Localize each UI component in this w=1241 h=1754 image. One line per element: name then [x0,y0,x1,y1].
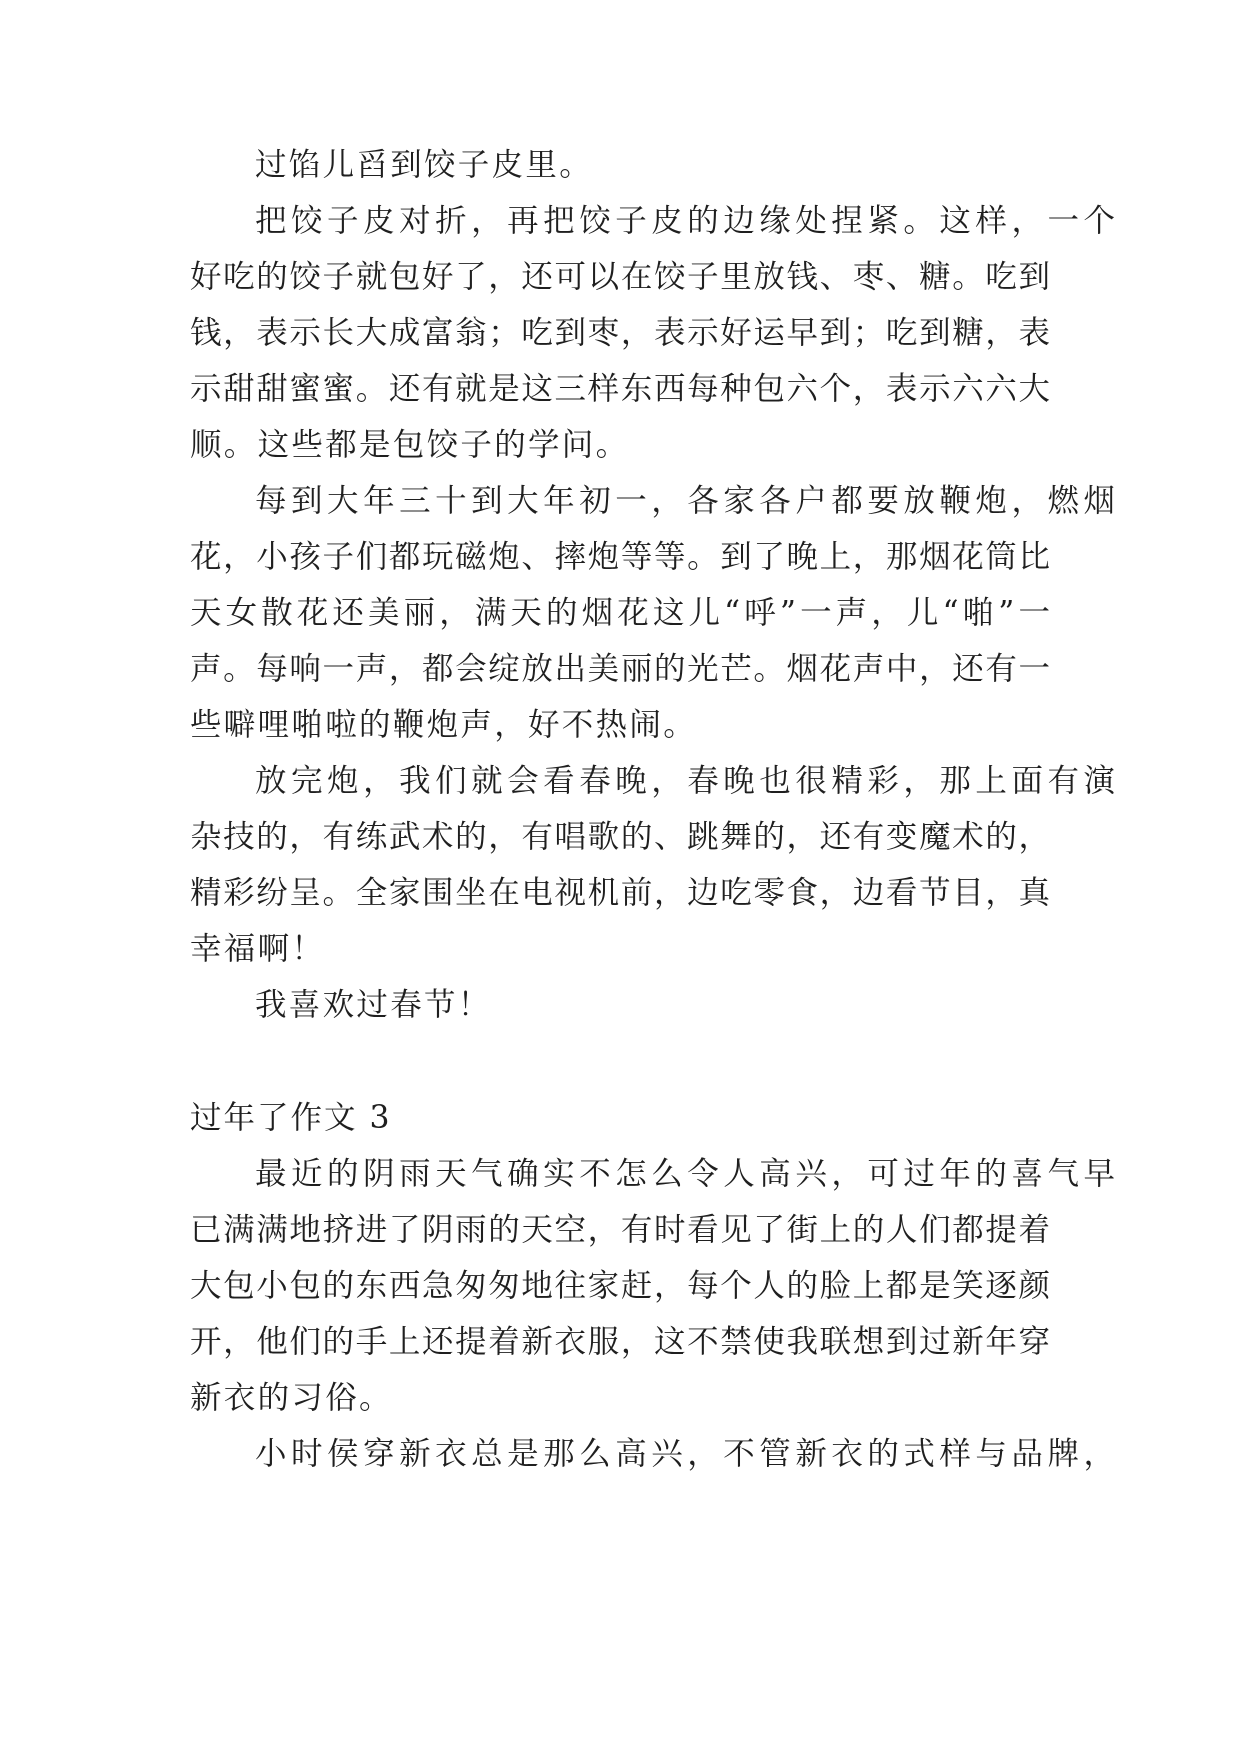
text-line: 些噼哩啪啦的鞭炮声，好不热闹。 [190,707,698,743]
text-line: 小时侯穿新衣总是那么高兴，不管新衣的式样与品牌， [255,1436,1115,1472]
text-line: 幸福啊！ [190,931,326,967]
text-line: 把饺子皮对折，再把饺子皮的边缘处捏紧。这样，一个 [255,203,1115,239]
text-line: 开，他们的手上还提着新衣服，这不禁使我联想到过新年穿 [190,1324,1050,1360]
text-line: 好吃的饺子就包好了，还可以在饺子里放钱、枣、糖。吃到 [190,259,1050,295]
text-line: 天女散花还美丽，满天的烟花这儿“呼”一声，儿“啪”一 [190,595,1050,631]
text-line: 大包小包的东西急匆匆地往家赶，每个人的脸上都是笑逐颜 [190,1268,1050,1304]
text-line: 最近的阴雨天气确实不怎么令人高兴，可过年的喜气早 [255,1156,1115,1192]
text-line: 已满满地挤进了阴雨的天空，有时看见了街上的人们都提着 [190,1212,1050,1248]
text-line: 新衣的习俗。 [190,1380,393,1416]
text-line: 杂技的，有练武术的，有唱歌的、跳舞的，还有变魔术的， [190,819,1050,855]
text-line: 示甜甜蜜蜜。还有就是这三样东西每种包六个，表示六六大 [190,371,1050,407]
section-heading: 过年了作文 3 [190,1100,392,1136]
text-line: 花，小孩子们都玩磁炮、摔炮等等。到了晚上，那烟花筒比 [190,539,1050,575]
text-line: 声。每响一声，都会绽放出美丽的光芒。烟花声中，还有一 [190,651,1050,687]
text-line: 我喜欢过春节！ [255,987,492,1023]
text-line: 顺。这些都是包饺子的学问。 [190,427,630,463]
text-line: 放完炮，我们就会看春晚，春晚也很精彩，那上面有演 [255,763,1115,799]
text-line: 每到大年三十到大年初一，各家各户都要放鞭炮，燃烟 [255,483,1115,519]
text-line: 过馅儿舀到饺子皮里。 [255,147,594,183]
text-line: 精彩纷呈。全家围坐在电视机前，边吃零食，边看节目，真 [190,875,1050,911]
text-line: 钱，表示长大成富翁；吃到枣，表示好运早到；吃到糖，表 [190,315,1050,351]
